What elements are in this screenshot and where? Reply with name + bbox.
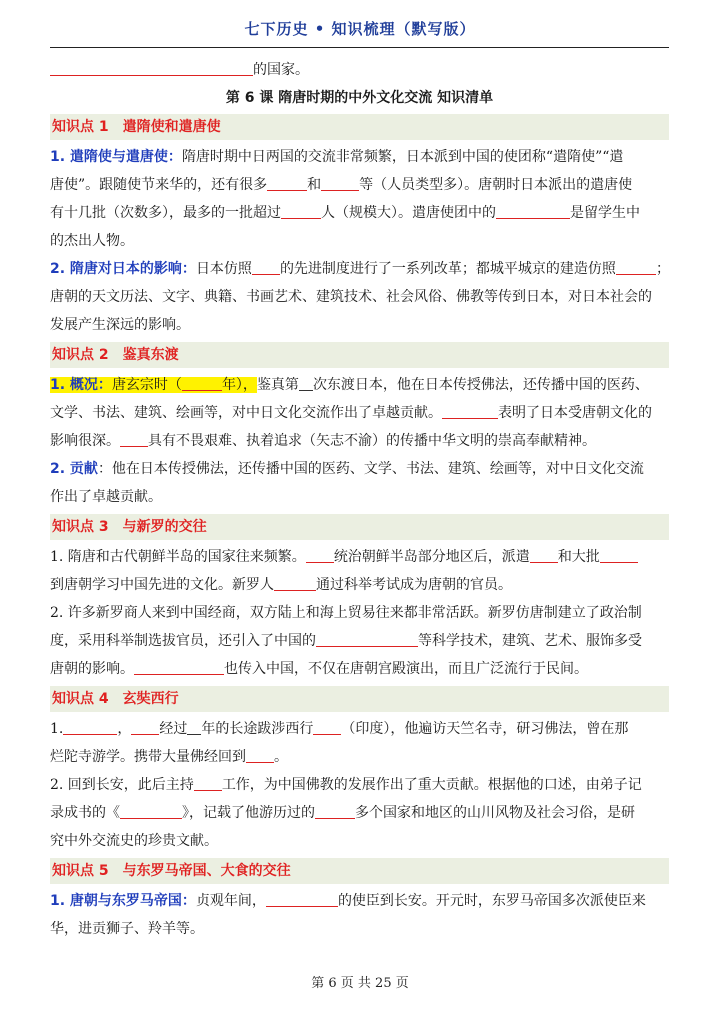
- fill-blank: [266, 890, 338, 907]
- fill-blank: [530, 546, 558, 563]
- fill-blank: [50, 59, 253, 76]
- fill-blank: [120, 430, 148, 447]
- kp1-line: 唐使”。跟随使节来华的，还有很多 和 等（人员类型多）。唐朝时日本派出的遣唐使: [50, 171, 669, 199]
- fill-blank: [194, 774, 222, 791]
- header-title: 七下历史 • 知识梳理（默写版）: [244, 20, 476, 38]
- kp3-line: 到唐朝学习中国先进的文化。新罗人 通过科举考试成为唐朝的官员。: [50, 571, 669, 599]
- fill-blank: [313, 718, 341, 735]
- knowledge-point-5-header: 知识点 5 与东罗马帝国、大食的交往: [50, 858, 669, 884]
- fill-blank: [274, 574, 316, 591]
- kp5-line: 华，进贡狮子、羚羊等。: [50, 921, 204, 937]
- kp4-line: 录成书的《 》，记载了他游历过的 多个国家和地区的山川风物及社会习俗，是研: [50, 799, 669, 827]
- fill-blank: [120, 802, 182, 819]
- fill-blank: [182, 374, 222, 391]
- kp1-line: 发展产生深远的影响。: [50, 317, 190, 333]
- fill-blank: [616, 258, 656, 275]
- knowledge-point-3-header: 知识点 3 与新罗的交往: [50, 514, 669, 540]
- kp4-line: 2. 回到长安，此后主持 工作，为中国佛教的发展作出了重大贡献。根据他的口述，由弟子记: [50, 771, 669, 799]
- content: [50, 56, 669, 943]
- fill-blank: [315, 802, 355, 819]
- kp4-line: 究中外交流史的珍贵文献。: [50, 833, 218, 849]
- knowledge-point-2-header: 知识点 2 鉴真东渡: [50, 342, 669, 368]
- kp1-line: 2. 隋唐对日本的影响：日本仿照 的先进制度进行了一系列改革；都城平城京的建造仿照 ；: [50, 255, 669, 283]
- fill-blank: [496, 202, 570, 219]
- fill-blank: [442, 402, 498, 419]
- kp4-line: 1. ， 经过 年的长途跋涉西行 （印度），他遍访天竺名寺，研习佛法，曾在那: [50, 715, 669, 743]
- fill-blank: [252, 258, 280, 275]
- kp3-line: 2. 许多新罗商人来到中国经商，双方陆上和海上贸易往来都非常活跃。新罗仿唐制建立了政治制: [50, 605, 642, 621]
- kp3-line: 1. 隋唐和古代朝鲜半岛的国家往来频繁。 统治朝鲜半岛部分地区后，派遣 和大批: [50, 543, 669, 571]
- knowledge-point-1-header: 知识点 1 遣隋使和遣唐使: [50, 114, 669, 140]
- page-footer: 第 6 页 共 25 页: [311, 976, 409, 991]
- fill-blank: [134, 658, 224, 675]
- fill-blank: [299, 374, 313, 391]
- kp2-line: 1. 概况：唐玄宗时（ 年），鉴真第 次东渡日本，他在日本传授佛法，还传播中国的医药、: [50, 371, 669, 399]
- fill-blank: [306, 546, 334, 563]
- lesson-title: 第 6 课 隋唐时期的中外文化交流 知识清单: [225, 90, 494, 106]
- kp3-line: 唐朝的影响。 也传入中国，不仅在唐朝宫殿演出，而且广泛流行于民间。: [50, 655, 669, 683]
- kp3-line: 度，采用科举制选拔官员，还引入了中国的 等科学技术，建筑、艺术、服饰多受: [50, 627, 669, 655]
- knowledge-point-4-header: 知识点 4 玄奘西行: [50, 686, 669, 712]
- kp4-line: 烂陀寺游学。携带大量佛经回到 。: [50, 743, 669, 771]
- fill-blank: [600, 546, 638, 563]
- kp2-line: 文学、书法、建筑、绘画等，对中日文化交流作出了卓越贡献。 表明了日本受唐朝文化的: [50, 399, 669, 427]
- kp5-line: 1. 唐朝与东罗马帝国：贞观年间， 的使臣到长安。开元时，东罗马帝国多次派使臣来: [50, 887, 669, 915]
- kp1-line: 有十几批（次数多），最多的一批超过 人（规模大）。遣唐使团中的 是留学生中: [50, 199, 669, 227]
- fill-blank: [63, 718, 117, 735]
- fill-blank: [267, 174, 307, 191]
- kp2-line: 影响很深。 具有不畏艰难、执着追求（矢志不渝）的传播中华文明的崇高奉献精神。: [50, 427, 669, 455]
- kp1-line: 唐朝的天文历法、文字、典籍、书画艺术、建筑技术、社会风俗、佛教等传到日本，对日本社会的: [50, 289, 652, 305]
- kp2-line: 作出了卓越贡献。: [50, 489, 162, 505]
- fill-blank: [321, 174, 359, 191]
- fill-blank: [281, 202, 321, 219]
- fill-blank: [131, 718, 159, 735]
- header-divider: [50, 47, 669, 48]
- fill-blank: [187, 718, 201, 735]
- kp1-line: 1. 遣隋使与遣唐使：隋唐时期中日两国的交流非常频繁，日本派到中国的使团称“遣隋使”“遣: [50, 149, 624, 165]
- kp1-line: 的杰出人物。: [50, 233, 134, 249]
- fill-blank: [316, 630, 418, 647]
- top-fragment-line: 的国家。: [50, 56, 669, 84]
- kp2-line: 2. 贡献：他在日本传授佛法，还传播中国的医药、文学、书法、建筑、绘画等，对中日文化交流: [50, 461, 644, 477]
- fill-blank: [246, 746, 274, 763]
- highlight: 1. 概况：唐玄宗时（ 年），: [50, 377, 257, 393]
